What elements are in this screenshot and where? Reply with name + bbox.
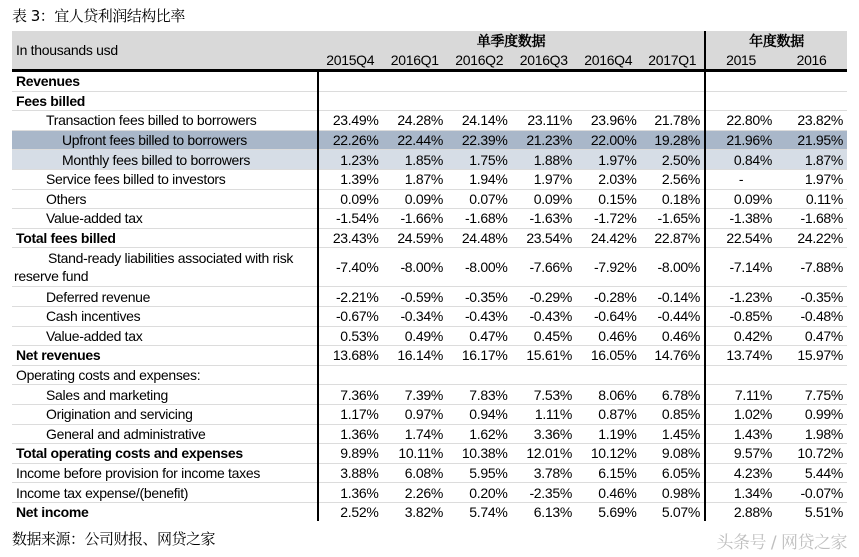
cell-value: 0.09%: [383, 189, 448, 209]
table-row: [12, 326, 847, 346]
cell-value: 0.94%: [447, 404, 512, 424]
cell-value: [641, 365, 706, 385]
cell-value: 21.95%: [776, 130, 847, 150]
cell-value: 1.34%: [705, 483, 776, 503]
cell-value: 1.97%: [512, 169, 577, 189]
cell-value: -8.00%: [383, 248, 448, 287]
cell-value: 24.42%: [576, 228, 641, 248]
cell-value: [383, 91, 448, 111]
row-label: Deferred revenue: [12, 287, 318, 307]
cell-value: [705, 365, 776, 385]
profit-structure-table: [12, 31, 847, 521]
cell-value: 22.87%: [641, 228, 706, 248]
cell-value: 0.47%: [447, 326, 512, 346]
row-label: Value-added tax: [12, 326, 318, 346]
cell-value: 0.46%: [641, 326, 706, 346]
cell-value: 24.59%: [383, 228, 448, 248]
cell-value: 0.07%: [447, 189, 512, 209]
cell-value: [512, 365, 577, 385]
cell-value: [776, 91, 847, 111]
cell-value: 1.75%: [447, 150, 512, 170]
cell-value: 1.11%: [512, 404, 577, 424]
cell-value: 0.85%: [641, 404, 706, 424]
cell-value: 6.13%: [533, 504, 572, 521]
cell-value: 1.97%: [776, 169, 847, 189]
table-row: [12, 189, 847, 209]
cell-value: 7.11%: [705, 385, 776, 405]
cell-value: 7.75%: [776, 385, 847, 405]
cell-value: 22.00%: [576, 130, 641, 150]
cell-value: 0.46%: [576, 326, 641, 346]
cell-value: 0.45%: [512, 326, 577, 346]
cell-value: [776, 365, 847, 385]
cell-value: 0.97%: [383, 404, 448, 424]
cell-value: 1.45%: [641, 424, 706, 444]
cell-value: 2.88%: [705, 502, 776, 521]
cell-value: 24.28%: [383, 111, 448, 131]
cell-value: -7.66%: [512, 248, 577, 287]
table-caption: 表 3：宜人贷利润结构比率: [12, 7, 185, 25]
cell-value: 3.78%: [512, 463, 577, 483]
cell-value: 1.39%: [318, 169, 383, 189]
cell-value: 24.48%: [447, 228, 512, 248]
cell-value: 9.08%: [641, 444, 706, 464]
cell-value: [383, 365, 448, 385]
row-label: Income tax expense/(benefit): [12, 483, 318, 503]
row-label: Value-added tax: [12, 209, 318, 229]
cell-value: 23.11%: [512, 111, 577, 131]
cell-value: 1.87%: [383, 169, 448, 189]
cell-value: [576, 365, 641, 385]
cell-value: 3.88%: [318, 463, 383, 483]
cell-value: -0.48%: [776, 306, 847, 326]
cell-value: 7.39%: [383, 385, 448, 405]
row-label: Fees billed: [12, 91, 318, 111]
cell-value: 1.98%: [776, 424, 847, 444]
cell-value: 10.72%: [776, 444, 847, 464]
cell-value: [705, 71, 776, 92]
table-row: [12, 150, 847, 170]
column-header: 2016Q2: [447, 51, 512, 71]
cell-value: -0.64%: [576, 306, 641, 326]
cell-value: 5.44%: [776, 463, 847, 483]
cell-value: -8.00%: [447, 248, 512, 287]
row-label: Income before provision for income taxes: [12, 463, 318, 483]
annual-group-header: 年度数据: [705, 31, 847, 51]
cell-value: 2.03%: [576, 169, 641, 189]
cell-value: 2.50%: [641, 150, 706, 170]
cell-value: 23.54%: [512, 228, 577, 248]
cell-value: 7.83%: [447, 385, 512, 405]
cell-value: 0.84%: [705, 150, 776, 170]
unit-label: In thousands usd: [12, 31, 318, 71]
table-row: [12, 365, 847, 385]
cell-value: -1.54%: [318, 209, 383, 229]
cell-value: 1.62%: [447, 424, 512, 444]
cell-value: 10.12%: [576, 444, 641, 464]
cell-value: 23.49%: [318, 111, 383, 131]
cell-value: -1.66%: [383, 209, 448, 229]
cell-value: 0.47%: [776, 326, 847, 346]
cell-value: 6.05%: [641, 463, 706, 483]
cell-value: 10.38%: [447, 444, 512, 464]
cell-value: [447, 365, 512, 385]
cell-value: 22.44%: [383, 130, 448, 150]
cell-value: 14.76%: [641, 346, 706, 366]
cell-value: 12.01%: [512, 444, 577, 464]
cell-value: 21.23%: [512, 130, 577, 150]
cell-value: 4.23%: [705, 463, 776, 483]
cell-value: [512, 71, 577, 92]
cell-value: -0.85%: [705, 306, 776, 326]
table-row: [12, 502, 847, 521]
row-label: Net income: [16, 504, 89, 521]
cell-value: -0.34%: [383, 306, 448, 326]
cell-value: 19.28%: [641, 130, 706, 150]
cell-value: -0.59%: [383, 287, 448, 307]
cell-value: -0.14%: [641, 287, 706, 307]
cell-value: 16.17%: [447, 346, 512, 366]
table-row: [12, 463, 847, 483]
watermark: 头条号 / 网贷之家: [716, 533, 847, 553]
cell-value: 1.36%: [318, 483, 383, 503]
cell-value: [705, 91, 776, 111]
cell-value: [318, 91, 383, 111]
cell-value: 3.82%: [404, 504, 443, 521]
cell-value: 15.61%: [512, 346, 577, 366]
cell-value: 2.56%: [641, 169, 706, 189]
table-row: [12, 228, 847, 248]
cell-value: -0.28%: [576, 287, 641, 307]
table-row: [12, 91, 847, 111]
cell-value: 0.18%: [641, 189, 706, 209]
cell-value: 0.09%: [705, 189, 776, 209]
cell-value: [776, 71, 847, 92]
row-label: Revenues: [12, 71, 318, 92]
cell-value: 5.51%: [804, 504, 844, 521]
cell-value: 23.82%: [776, 111, 847, 131]
cell-value: 1.85%: [383, 150, 448, 170]
cell-value: 1.43%: [705, 424, 776, 444]
cell-value: 6.78%: [641, 385, 706, 405]
cell-value: -1.65%: [641, 209, 706, 229]
cell-value: 23.96%: [576, 111, 641, 131]
cell-value: 5.74%: [469, 504, 508, 521]
row-label: Transaction fees billed to borrowers: [12, 111, 318, 131]
cell-value: 2.52%: [318, 502, 383, 521]
cell-value: 0.46%: [576, 483, 641, 503]
cell-value: 16.14%: [383, 346, 448, 366]
cell-value: [447, 71, 512, 92]
column-header: 2015: [705, 51, 776, 71]
row-label: Upfront fees billed to borrowers: [12, 130, 318, 150]
cell-value: [576, 71, 641, 92]
cell-value: 10.11%: [383, 444, 448, 464]
cell-value: -1.23%: [705, 287, 776, 307]
cell-value: 5.07%: [661, 504, 701, 521]
cell-value: [576, 91, 641, 111]
cell-value: 22.26%: [318, 130, 383, 150]
cell-value: 9.57%: [705, 444, 776, 464]
cell-value: -2.21%: [318, 287, 383, 307]
cell-value: -0.29%: [512, 287, 577, 307]
table-row: [12, 424, 847, 444]
cell-value: 6.08%: [383, 463, 448, 483]
cell-value: 21.78%: [641, 111, 706, 131]
cell-value: 0.09%: [512, 189, 577, 209]
cell-value: [318, 71, 383, 92]
cell-value: 1.36%: [318, 424, 383, 444]
cell-value: 24.14%: [447, 111, 512, 131]
cell-value: 7.53%: [512, 385, 577, 405]
cell-value: -0.67%: [318, 306, 383, 326]
cell-value: 0.09%: [318, 189, 383, 209]
cell-value: 0.53%: [318, 326, 383, 346]
column-header: 2017Q1: [641, 51, 706, 71]
cell-value: -: [705, 169, 776, 189]
cell-value: 0.11%: [776, 189, 847, 209]
cell-value: 2.26%: [383, 483, 448, 503]
cell-value: -0.43%: [512, 306, 577, 326]
row-label: Total operating costs and expenses: [12, 444, 318, 464]
row-label: Sales and marketing: [12, 385, 318, 405]
cell-value: -7.40%: [318, 248, 383, 287]
cell-value: 1.87%: [776, 150, 847, 170]
cell-value: -0.35%: [447, 287, 512, 307]
column-header: 2016Q1: [383, 51, 448, 71]
row-label: Net revenues: [12, 346, 318, 366]
cell-value: 0.99%: [776, 404, 847, 424]
row-label: Others: [12, 189, 318, 209]
table-row: [12, 248, 847, 287]
cell-value: -7.92%: [576, 248, 641, 287]
cell-value: -0.43%: [447, 306, 512, 326]
cell-value: 22.39%: [447, 130, 512, 150]
cell-value: 1.88%: [512, 150, 577, 170]
cell-value: -7.14%: [705, 248, 776, 287]
row-label: General and administrative: [12, 424, 318, 444]
cell-value: -0.44%: [641, 306, 706, 326]
cell-value: 7.36%: [318, 385, 383, 405]
row-label: Service fees billed to investors: [12, 169, 318, 189]
column-header: 2016Q3: [512, 51, 577, 71]
cell-value: 13.74%: [705, 346, 776, 366]
table-row: [12, 71, 847, 92]
cell-value: -8.00%: [641, 248, 706, 287]
cell-value: 6.15%: [576, 463, 641, 483]
cell-value: 24.22%: [776, 228, 847, 248]
cell-value: -1.63%: [512, 209, 577, 229]
column-header: 2016: [776, 51, 847, 71]
cell-value: -1.68%: [776, 209, 847, 229]
row-label: Origination and servicing: [12, 404, 318, 424]
table-row: [12, 483, 847, 503]
cell-value: [383, 71, 448, 92]
cell-value: 0.15%: [576, 189, 641, 209]
cell-value: -0.35%: [776, 287, 847, 307]
cell-value: 1.94%: [447, 169, 512, 189]
cell-value: 9.89%: [318, 444, 383, 464]
table-row: [12, 287, 847, 307]
cell-value: [447, 91, 512, 111]
column-header: 2016Q4: [576, 51, 641, 71]
cell-value: 21.96%: [705, 130, 776, 150]
cell-value: -7.88%: [776, 248, 847, 287]
cell-value: 23.43%: [318, 228, 383, 248]
cell-value: 0.42%: [705, 326, 776, 346]
cell-value: 3.36%: [512, 424, 577, 444]
quarterly-group-header: 单季度数据: [318, 31, 705, 51]
cell-value: 15.97%: [776, 346, 847, 366]
table-row: [12, 111, 847, 131]
cell-value: -1.68%: [447, 209, 512, 229]
table-row: [12, 209, 847, 229]
cell-value: [641, 91, 706, 111]
cell-value: 22.80%: [705, 111, 776, 131]
column-header: 2015Q4: [318, 51, 383, 71]
cell-value: 0.20%: [447, 483, 512, 503]
cell-value: 1.19%: [576, 424, 641, 444]
cell-value: 1.23%: [318, 150, 383, 170]
cell-value: 0.87%: [576, 404, 641, 424]
table-row: [12, 130, 847, 150]
cell-value: 8.06%: [576, 385, 641, 405]
cell-value: 13.68%: [318, 346, 383, 366]
cell-value: 0.49%: [383, 326, 448, 346]
data-source: 数据来源：公司财报、网贷之家: [12, 530, 216, 548]
row-label: Total fees billed: [12, 228, 318, 248]
row-label: Monthly fees billed to borrowers: [12, 150, 318, 170]
cell-value: 0.98%: [641, 483, 706, 503]
cell-value: 1.97%: [576, 150, 641, 170]
cell-value: 22.54%: [705, 228, 776, 248]
cell-value: -1.72%: [576, 209, 641, 229]
cell-value: [641, 71, 706, 92]
cell-value: [512, 91, 577, 111]
cell-value: 1.74%: [383, 424, 448, 444]
row-label: Operating costs and expenses:: [12, 365, 318, 385]
cell-value: -1.38%: [705, 209, 776, 229]
cell-value: -0.07%: [776, 483, 847, 503]
cell-value: 16.05%: [576, 346, 641, 366]
cell-value: 5.69%: [598, 504, 637, 521]
cell-value: 5.95%: [447, 463, 512, 483]
table-row: [12, 444, 847, 464]
cell-value: 1.17%: [318, 404, 383, 424]
table-row: [12, 385, 847, 405]
row-label: Cash incentives: [12, 306, 318, 326]
row-label: Stand-ready liabilities associated with risk reserve fund: [12, 248, 318, 287]
table-row: [12, 306, 847, 326]
cell-value: [318, 365, 383, 385]
table-row: [12, 169, 847, 189]
cell-value: 1.02%: [705, 404, 776, 424]
cell-value: -2.35%: [512, 483, 577, 503]
table-row: [12, 346, 847, 366]
table-row: [12, 404, 847, 424]
